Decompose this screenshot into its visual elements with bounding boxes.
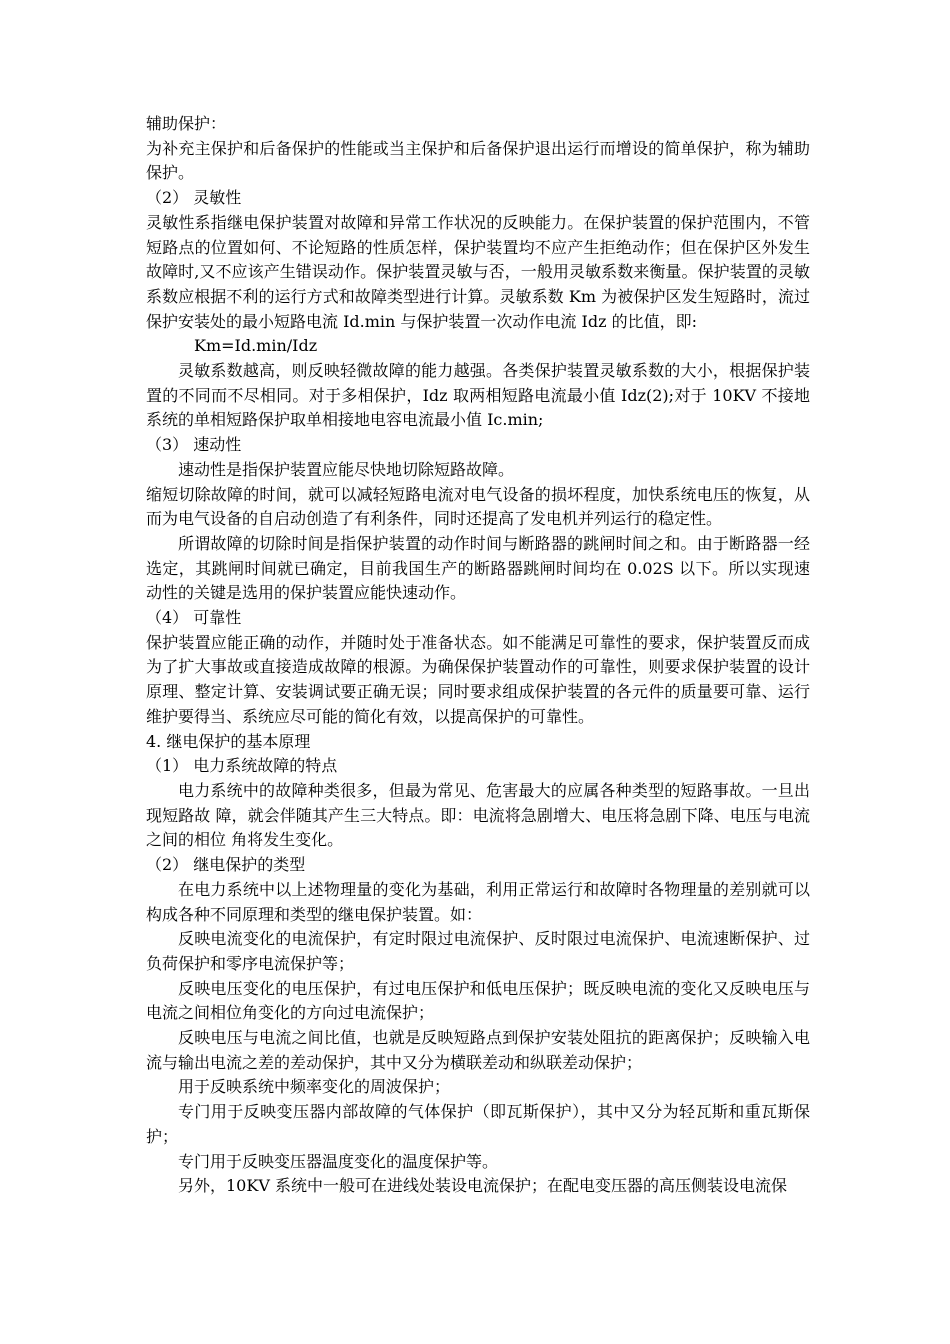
paragraph: 灵敏系数越高，则反映轻微故障的能力越强。各类保护装置灵敏系数的大小，根据保护装置的不同而不尽相同。对于多相保护，Idz 取两相短路电流最小值 Idz(2);对于 10KV 不接地系统的单相短路保护取单相接地电容电流最小值 Ic.min; <box>146 361 810 430</box>
paragraph: 专门用于反映变压器内部故障的气体保护（即瓦斯保护），其中又分为轻瓦斯和重瓦斯保护； <box>146 1102 810 1146</box>
paragraph: 反映电压与电流之间比值，也就是反映短路点到保护安装处阻抗的距离保护；反映输入电流与输出电流之差的差动保护，其中又分为横联差动和纵联差动保护； <box>146 1028 810 1072</box>
paragraph: 在电力系统中以上述物理量的变化为基础，利用正常运行和故障时各物理量的差别就可以构成各种不同原理和类型的继电保护装置。如： <box>146 879 810 924</box>
paragraph: 反映电压变化的电压保护，有过电压保护和低电压保护；既反映电流的变化又反映电压与电流之间相位角变化的方向过电流保护； <box>146 978 810 1023</box>
formula: Km=Id.min/Idz <box>194 336 318 356</box>
document-page <box>146 112 810 1199</box>
heading-speed: （3） 速动性 <box>146 435 242 455</box>
paragraph: 专门用于反映变压器温度变化的温度保护等。 <box>178 1151 499 1171</box>
paragraph: 缩短切除故障的时间，就可以减轻短路电流对电气设备的损坏程度，加快系统电压的恢复，从而为电气设备的自启动创造了有利条件，同时还提高了发电机并列运行的稳定性。 <box>146 484 810 529</box>
heading-auxiliary-protection: 辅助保护： <box>146 114 227 133</box>
heading-fault-features: （1） 电力系统故障的特点 <box>146 756 338 776</box>
heading-sensitivity: （2） 灵敏性 <box>146 188 242 208</box>
paragraph: 反映电流变化的电流保护，有定时限过电流保护、反时限过电流保护、电流速断保护、过负荷保护和零序电流保护等； <box>146 929 810 973</box>
paragraph: 所谓故障的切除时间是指保护装置的动作时间与断路器的跳闸时间之和。由于断路器一经选定，其跳闸时间就已确定，目前我国生产的断路器跳闸时间均在 0.02S 以下。所以实现速动性的关键是选用的保护装置应能快速动作。 <box>146 533 810 603</box>
heading-protection-types: （2） 继电保护的类型 <box>146 855 306 875</box>
paragraph: 灵敏性系指继电保护装置对故障和异常工作状况的反映能力。在保护装置的保护范围内，不管短路点的位置如何、不论短路的性质怎样，保护装置均不应产生拒绝动作；但在保护区外发生故障时,又不应该产生错误动作。保护装置灵敏与否，一般用灵敏系数来衡量。保护装置的灵敏系数应根据不利的运行方式和故障类型进行计算。灵敏系数 Km 为被保护区发生短路时，流过保护安装处的最小短路电流 Id.min 与保护装置一次动作电流 Idz 的比值，即: <box>146 212 810 331</box>
heading-reliability: （4） 可靠性 <box>146 608 242 628</box>
paragraph: 保护装置应能正确的动作，并随时处于准备状态。如不能满足可靠性的要求，保护装置反而成为了扩大事故或直接造成故障的根源。为确保保护装置动作的可靠性，则要求保护装置的设计原理、整定计算、安装调试要正确无误；同时要求组成保护装置的各元件的质量要可靠、运行维护要得当、系统应尽可能的简化有效，以提高保护的可靠性。 <box>146 632 810 726</box>
paragraph: 电力系统中的故障种类很多，但最为常见、危害最大的应属各种类型的短路事故。一旦出现短路故 障，就会伴随其产生三大特点。即：电流将急剧增大、电压将急剧下降、电压与电流之间的相位 角将发生变化。 <box>146 780 810 850</box>
section-heading: 4. 继电保护的基本原理 <box>146 731 311 751</box>
paragraph: 为补充主保护和后备保护的性能或当主保护和后备保护退出运行而增设的简单保护，称为辅助保护。 <box>146 138 810 183</box>
paragraph: 速动性是指保护装置应能尽快地切除短路故障。 <box>178 459 515 479</box>
paragraph: 用于反映系统中频率变化的周波保护； <box>178 1077 451 1097</box>
paragraph: 另外，10KV 系统中一般可在进线处装设电流保护；在配电变压器的高压侧装设电流保 <box>178 1176 787 1196</box>
